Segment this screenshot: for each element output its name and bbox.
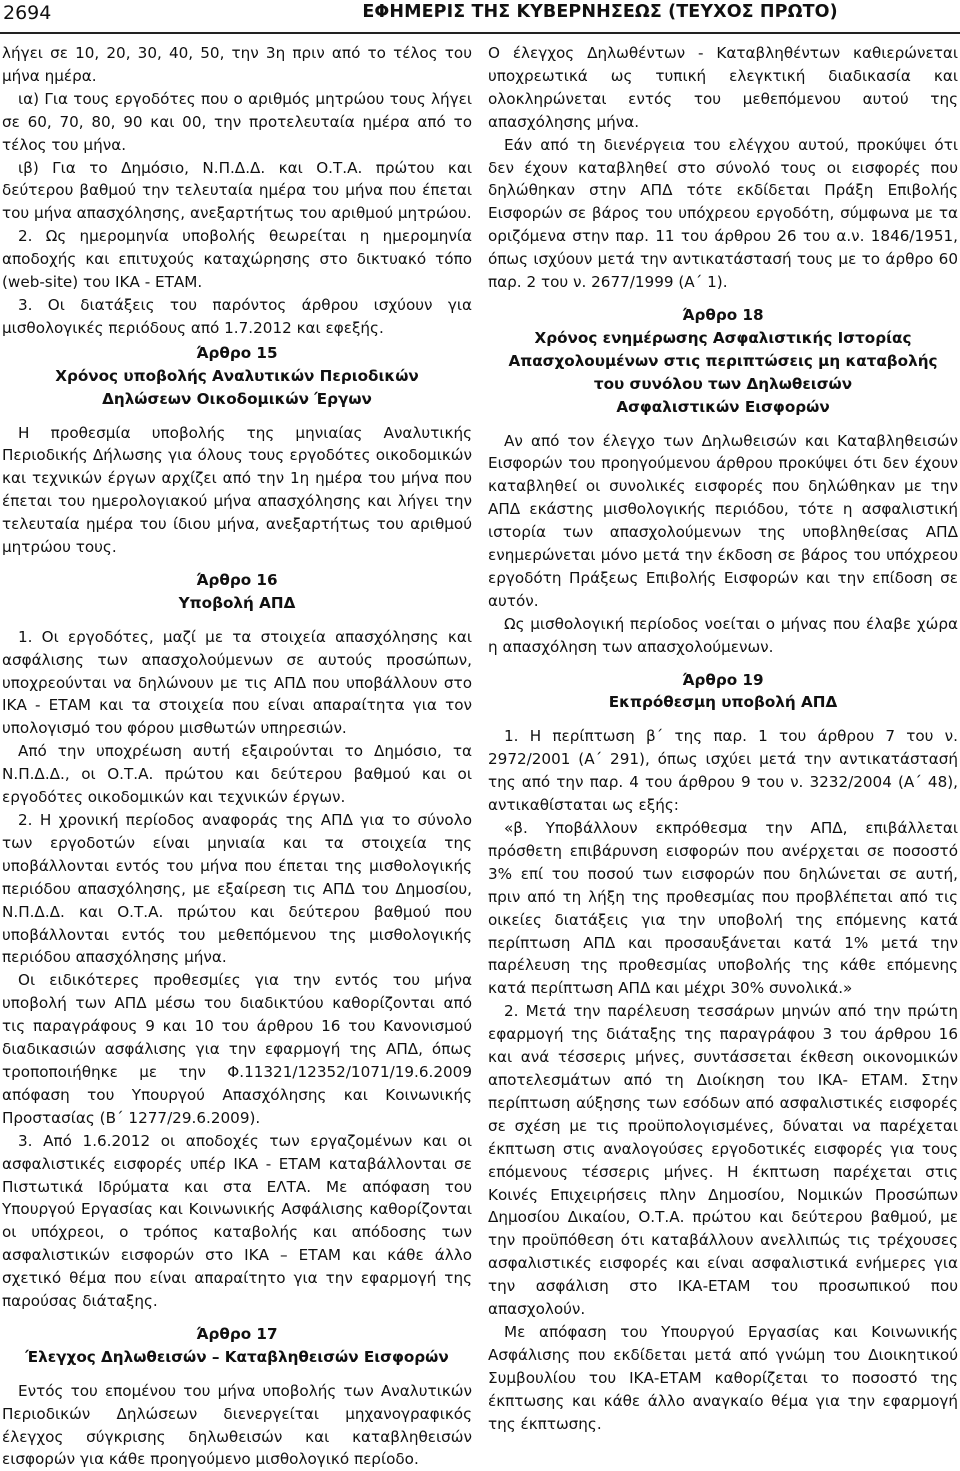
paragraph: Εντός του επομένου του μήνα υποβολής των Αναλυτικών Περιοδικών Δηλώσεων διενεργείται μηχανογραφικός έλεγχος σύγκρισης δηλωθεισών και καταβληθεισών εισφορών για κάθε προηγούμενο μισθολογικό περίοδο. xyxy=(2,1381,472,1469)
paragraph: Ως μισθολογική περίοδος νοείται ο μήνας που έλαβε χώρα η απασχόληση των απασχολούμενων. xyxy=(488,614,958,656)
paragraph: λήγει σε 10, 20, 30, 40, 50, την 3η πριν από το τέλος του μήνα ημέρα. xyxy=(2,44,472,85)
paragraph: ιβ) Για το Δημόσιο, Ν.Π.Δ.Δ. και Ο.Τ.Α. πρώτου και δεύτερου βαθμού την τελευταία ημέρα του μήνα που έπεται του μήνα απασχόλησης, ανεξαρτήτως του αριθμού μητρώου. xyxy=(2,158,472,223)
paragraph: Εάν από τη διενέργεια του ελέγχου αυτού, προκύψει ότι δεν έχουν καταβληθεί στο σύνολό τους οι εισφορές που δηλώθηκαν στην ΑΠΔ τότε εκδίδεται Πράξη Επιβολής Εισφορών σε βάρος του υπόχρεου εργοδότη, σύμφωνα με τα οριζόμενα στην παρ. 11 του άρθρου 26 του α.ν. 1846/1951, όπως ισχύουν μετά την αντικατάστασή τους με το άρθρο 60 παρ. 2 του ν. 2677/1999 (Α΄ 1). xyxy=(488,135,958,292)
article-title: Δηλώσεων Οικοδομικών Έργων xyxy=(102,389,372,408)
article-19-heading xyxy=(488,669,958,715)
paragraph: 1. Οι εργοδότες, μαζί με τα στοιχεία απασχόλησης και ασφάλισης των απασχολούμενων σε αυτούς προσώπων, υποχρεούνται να δηλώνουν με τις ΑΠΔ που υποβάλλουν στο ΙΚΑ - ΕΤΑΜ και τα στοιχεία που είναι απαραίτητα για τον υπολογισμό του φόρου μισθωτών υπηρεσιών. xyxy=(2,627,472,738)
page-header xyxy=(0,0,960,30)
right-column xyxy=(488,42,958,1435)
article-title: Χρόνος υποβολής Αναλυτικών Περιοδικών xyxy=(55,366,419,385)
paragraph: 1. Η περίπτωση β΄ της παρ. 1 του άρθρου 7 του ν. 2972/2001 (Α΄ 291), όπως ισχύει μετά την αντικατάστασή της από την παρ. 4 του άρθρου 9 του ν. 3232/2004 (Α΄ 48), αντικαθίσταται ως εξής: xyxy=(488,727,958,815)
article-title: Ασφαλιστικών Εισφορών xyxy=(616,397,830,416)
article-number: Άρθρο 17 xyxy=(196,1324,278,1343)
article-number: Άρθρο 16 xyxy=(196,570,278,589)
article-number: Άρθρο 18 xyxy=(682,305,764,324)
paragraph: 2. Ως ημερομηνία υποβολής θεωρείται η ημερομηνία αποδοχής και επιτυχούς καταχώρησης στο δικτυακό τόπο (web-site) του ΙΚΑ - ΕΤΑΜ. xyxy=(2,227,472,292)
article-title: Υποβολή ΑΠΔ xyxy=(178,593,296,612)
article-title: Έλεγχος Δηλωθεισών – Καταβληθεισών Εισφορών xyxy=(25,1347,449,1366)
article-18-heading xyxy=(488,304,958,419)
paragraph: 2. Μετά την παρέλευση τεσσάρων μηνών από την πρώτη εφαρμογή της διάταξης της παραγράφου 3 του άρθρου 16 και ανά τέσσερις μήνες, συντάσσεται έκθεση οικονομικών αποτελεσμάτων από τη Διοίκηση του ΙΚΑ- ΕΤΑΜ. Στην περίπτωση αύξησης των εσόδων από ασφαλιστικές εισφορές σε σχέση με τις προϋπολογισμένες, δύναται να παρέχεται έκπτωση στις αναλογούσες εργοδοτικές εισφορές για τους επόμενους τέσσερις μήνες. Η έκπτωση παρέχεται στις Κοινές Επιχειρήσεις πλην Δημοσίου, Νομικών Προσώπων Δημοσίου Δικαίου, Ο.Τ.Α. πρώτου και δεύτερου βαθμού, με την προϋπόθεση ότι καταβάλλουν ανελλιπώς τις τρέχουσες ασφαλιστικές εισφορές και είναι ασφαλιστικά ενήμερες για την ασφάλιση στο ΙΚΑ-ΕΤΑΜ του προσωπικού που απασχολούν. xyxy=(488,1002,958,1319)
article-title: Εκπρόθεσμη υποβολή ΑΠΔ xyxy=(608,693,838,712)
paragraph: 3. Από 1.6.2012 οι αποδοχές των εργαζομένων και οι ασφαλιστικές εισφορές υπέρ ΙΚΑ - ΕΤΑΜ καταβάλλονται σε Πιστωτικά Ιδρύματα και στα ΕΛΤΑ. Με απόφαση του Υπουργού Εργασίας και Κοινωνικής Ασφάλισης καθορίζονται οι υπόχρεοι, ο τρόπος καταβολής και απόδοσης των ασφαλιστικών εισφορών στο ΙΚΑ – ΕΤΑΜ και κάθε άλλο σχετικό θέμα που είναι απαραίτητο για την εφαρμογή της παρούσας διάταξης. xyxy=(2,1131,472,1311)
article-17-heading xyxy=(2,1323,472,1369)
article-number: Άρθρο 19 xyxy=(682,670,764,689)
paragraph: Η προθεσμία υποβολής της μηνιαίας Αναλυτικής Περιοδικής Δήλωσης για όλους τους εργοδότες οικοδομικών και τεχνικών έργων αρχίζει από την 1η ημέρα του μήνα που έπεται του ημερολογιακού μήνα απασχόλησης και λήγει την τελευταία ημέρα του ίδιου μήνα, ανεξαρτήτως του αριθμού μητρώου τους. xyxy=(2,423,472,557)
paragraph: ια) Για τους εργοδότες που ο αριθμός μητρώου τους λήγει σε 60, 70, 80, 90 και 00, την προτελευταία ημέρα από το τέλος του μήνα. xyxy=(2,89,472,154)
article-number: Άρθρο 15 xyxy=(196,343,278,362)
article-title: Χρόνος ενημέρωσης Ασφαλιστικής Ιστορίας xyxy=(534,328,912,347)
header-rule xyxy=(0,32,960,34)
paragraph: Από την υποχρέωση αυτή εξαιρούνται το Δημόσιο, τα Ν.Π.Δ.Δ., οι Ο.Τ.Α. πρώτου και δεύτερου βαθμού και οι εργοδότες οικοδομικών και τεχνικών έργων. xyxy=(2,742,472,807)
paragraph: Ο έλεγχος Δηλωθέντων - Καταβληθέντων καθιερώνεται υποχρεωτικά ως τυπική ελεγκτική διαδικασία και ολοκληρώνεται εντός του μεθεπόμενου αυτού της απασχόλησης μήνα. xyxy=(488,44,958,131)
article-title: Απασχολουμένων στις περιπτώσεις μη καταβολής xyxy=(508,351,938,370)
article-title: του συνόλου των Δηλωθεισών xyxy=(593,374,853,393)
article-16-heading xyxy=(2,569,472,615)
paragraph: 3. Οι διατάξεις του παρόντος άρθρου ισχύουν για μισθολογικές περιόδους από 1.7.2012 και εφεξής. xyxy=(2,295,472,337)
journal-title: ΕΦΗΜΕΡΙΣ ΤΗΣ ΚΥΒΕΡΝΗΣΕΩΣ (ΤΕΥΧΟΣ ΠΡΩΤΟ) xyxy=(362,2,838,22)
paragraph: «β. Υποβάλλουν εκπρόθεσμα την ΑΠΔ, επιβάλλεται πρόσθετη επιβάρυνση εισφορών που ανέρχεται σε ποσοστό 3% επί του ποσού των εισφορών που δηλώνεται σε αυτή, πριν από τη λήξη της προθεσμίας που προβλέπεται από τις οικείες διατάξεις για την υποβολή της επόμενης κατά περίπτωση ΑΠΔ και προσαυξάνεται κατά 1% μετά την παρέλευση της προθεσμίας υποβολής της κάθε επόμενης κατά περίπτωση ΑΠΔ και μέχρι 30% συνολικά.» xyxy=(488,819,958,998)
paragraph: Αν από τον έλεγχο των Δηλωθεισών και Καταβληθεισών Εισφορών του προηγούμενου άρθρου προκύψει ότι δεν έχουν καταβληθεί οι συνολικές εισφορές που δηλώθηκαν με την ΑΠΔ εκάστης μισθολογικής περιόδου, τότε η ασφαλιστική ιστορία των απασχολούμενων της υποβληθείσας ΑΠΔ ενημερώνεται μόνο μετά την έκδοση σε βάρος του υπόχρεου εργοδότη Πράξεως Επιβολής Εισφορών και την επίδοση σε αυτόν. xyxy=(488,431,958,610)
paragraph: 2. Η χρονική περίοδος αναφοράς της ΑΠΔ για το σύνολο των εργοδοτών είναι μηνιαία και τα στοιχεία της υποβάλλονται εντός του μήνα που έπεται της μισθολογικής περιόδου απασχόλησης, με εξαίρεση τις ΑΠΔ του Δημοσίου, Ν.Π.Δ.Δ. και Ο.Τ.Α. πρώτου και δεύτερου βαθμού που υποβάλλονται εντός του μεθεπόμενου της μισθολογικής περιόδου απασχόλησης μήνα. xyxy=(2,811,472,967)
left-column xyxy=(2,42,472,1471)
paragraph: Με απόφαση του Υπουργού Εργασίας και Κοινωνικής Ασφάλισης που εκδίδεται μετά από γνώμη του Διοικητικού Συμβουλίου του ΙΚΑ-ΕΤΑΜ καθορίζεται το ποσοστό της έκπτωσης και κάθε άλλο αναγκαίο θέμα για την εφαρμογή της έκπτωσης. xyxy=(488,1322,958,1433)
article-15-heading xyxy=(2,342,472,411)
page-number: 2694 xyxy=(3,2,52,24)
paragraph: Οι ειδικότερες προθεσμίες για την εντός του μήνα υποβολή των ΑΠΔ μέσω του διαδικτύου καθορίζονται από τις παραγράφους 9 και 10 του άρθρου 16 του Κανονισμού διαδικασιών ασφάλισης για την εφαρμογή της ΑΠΔ, όπως τροποποιήθηκε με την Φ.11321/12352/1071/19.6.2009 απόφαση του Υπουργού Απασχόλησης και Κοινωνικής Προστασίας (Β΄ 1277/29.6.2009). xyxy=(2,971,472,1127)
